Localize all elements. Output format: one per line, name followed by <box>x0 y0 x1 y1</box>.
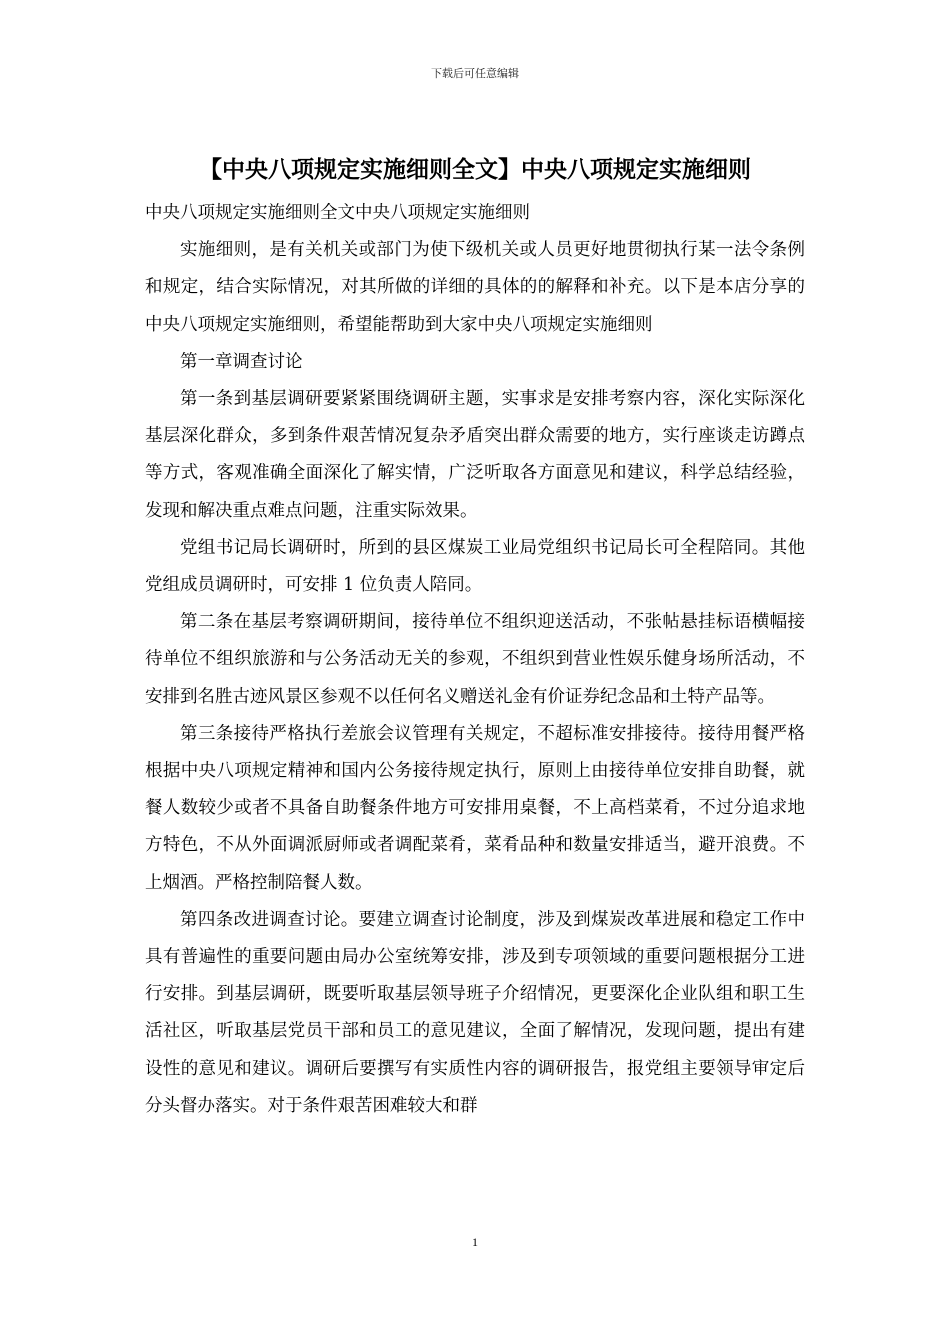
document-body <box>145 195 805 1125</box>
header-note: 下载后可任意编辑 <box>431 67 519 80</box>
document-subtitle: 中央八项规定实施细则全文中央八项规定实施细则 <box>145 203 530 223</box>
paragraph-accompaniment: 党组书记局长调研时，所到的县区煤炭工业局党组织书记局长可全程陪同。其他党组成员调研时，可安排 1 位负责人陪同。 <box>145 537 805 596</box>
paragraph-intro: 实施细则，是有关机关或部门为使下级机关或人员更好地贯彻执行某一法令条例和规定，结合实际情况，对其所做的详细的具体的的解释和补充。以下是本店分享的中央八项规定实施细则，希望能帮助到大家中央八项规定实施细则 <box>145 240 805 335</box>
paragraph-article-3: 第三条接待严格执行差旅会议管理有关规定，不超标准安排接待。接待用餐严格根据中央八项规定精神和国内公务接待规定执行，原则上由接待单位安排自助餐，就餐人数较少或者不具备自助餐条件地方可安排用桌餐，不上高档菜肴，不过分追求地方特色，不从外面调派厨师或者调配菜肴，菜肴品种和数量安排适当，避开浪费。不上烟酒。严格控制陪餐人数。 <box>145 723 805 893</box>
paragraph-article-1: 第一条到基层调研要紧紧围绕调研主题，实事求是安排考察内容，深化实际深化基层深化群众，多到条件艰苦情况复杂矛盾突出群众需要的地方，实行座谈走访蹲点等方式，客观准确全面深化了解实情，广泛听取各方面意见和建议，科学总结经验，发现和解决重点难点问题，注重实际效果。 <box>145 389 805 521</box>
paragraph-article-4: 第四条改进调查讨论。要建立调查讨论制度，涉及到煤炭改革进展和稳定工作中具有普遍性的重要问题由局办公室统筹安排，涉及到专项领域的重要问题根据分工进行安排。到基层调研，既要听取基层领导班子介绍情况，更要深化企业队组和职工生活社区，听取基层党员干部和员工的意见建议，全面了解情况，发现问题，提出有建设性的意见和建议。调研后要撰写有实质性内容的调研报告，报党组主要领导审定后分头督办落实。对于条件艰苦困难较大和群 <box>145 909 805 1116</box>
page-number: 1 <box>472 1235 478 1249</box>
chapter-heading: 第一章调查讨论 <box>180 351 303 372</box>
document-title: 【中央八项规定实施细则全文】中央八项规定实施细则 <box>199 156 751 183</box>
paragraph-article-2: 第二条在基层考察调研期间，接待单位不组织迎送活动，不张帖悬挂标语横幅接待单位不组织旅游和与公务活动无关的参观，不组织到营业性娱乐健身场所活动，不安排到名胜古迹风景区参观不以任何名义赠送礼金有价证券纪念品和土特产品等。 <box>145 612 805 707</box>
